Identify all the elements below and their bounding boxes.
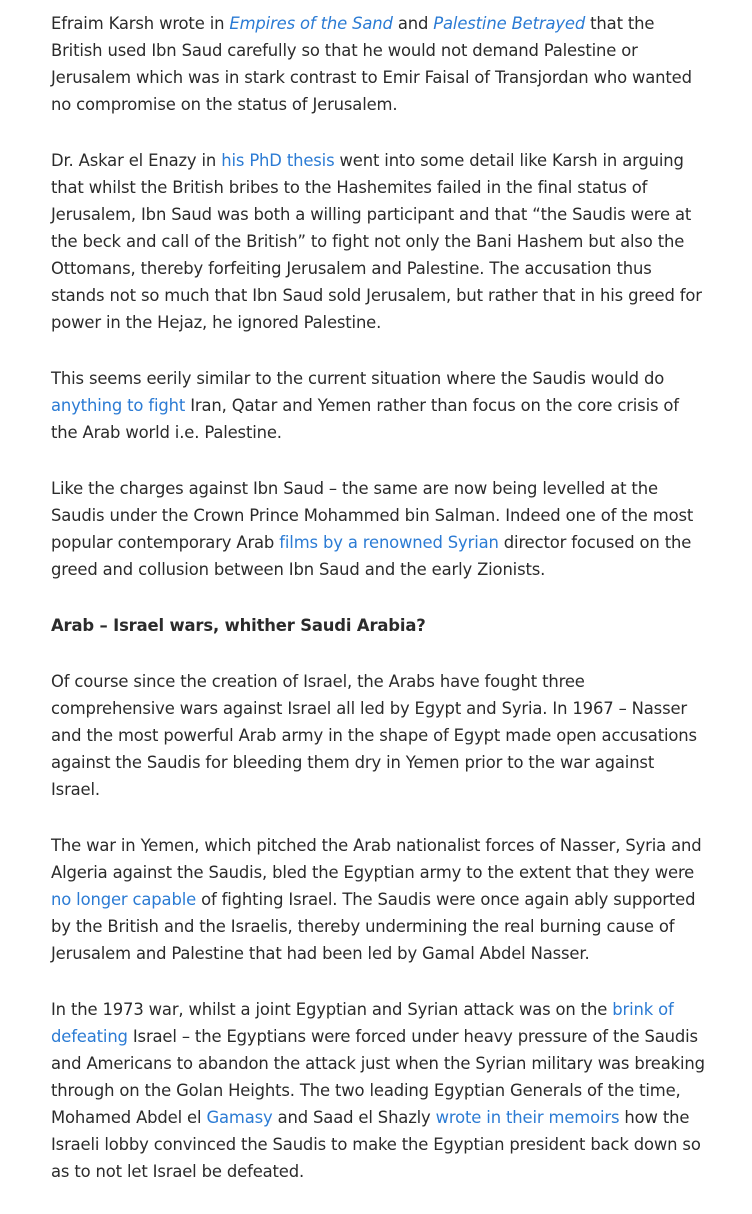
paragraph-text: Efraim Karsh wrote in	[51, 14, 230, 33]
paragraph-text: In the 1973 war, whilst a joint Egyptian and Syrian attack was on the	[51, 1000, 613, 1019]
article-paragraph	[51, 832, 707, 967]
paragraph-text: Like the charges against Ibn Saud – the same are now being levelled at the Saudis under the Crown Prince Mohammed bin Salman. Indeed one of the most popular contemporary Arab	[51, 479, 694, 552]
inline-link[interactable]: wrote in their memoirs	[435, 1108, 620, 1127]
article-paragraph	[51, 475, 707, 583]
inline-link[interactable]: no longer capable	[51, 890, 197, 909]
inline-link[interactable]: Gamasy	[206, 1108, 273, 1127]
paragraph-text: went into some detail like Karsh in arguing that whilst the British bribes to the Hashemites failed in the final status of Jerusalem, Ibn Saud was both a willing participant and that “the Saudis were at the beck and call of the British” to fight not only the Bani Hashem but also the Ottomans, thereby forfeiting Jerusalem and Palestine. The accusation thus stands not so much that Ibn Saud sold Jerusalem, but rather that in his greed for power in the Hejaz, he ignored Palestine.	[51, 151, 702, 332]
inline-link[interactable]: brink of defeating	[51, 1000, 674, 1046]
paragraph-text: Dr. Askar el Enazy in	[51, 151, 222, 170]
paragraph-text: and Saad el Shazly	[272, 1108, 436, 1127]
inline-link[interactable]: films by a renowned Syrian	[279, 533, 499, 552]
inline-link[interactable]: his PhD thesis	[221, 151, 335, 170]
paragraph-text: and	[392, 14, 434, 33]
article-body	[51, 10, 707, 1214]
section-heading	[51, 612, 707, 639]
paragraph-text: of fighting Israel. The Saudis were once again ably supported by the British and the Israelis, thereby undermining the real burning cause of Jerusalem and Palestine that had been led by Gamal Abdel Nasser.	[51, 890, 696, 963]
inline-link[interactable]: anything to fight	[51, 396, 186, 415]
paragraph-text: The war in Yemen, which pitched the Arab nationalist forces of Nasser, Syria and Algeria against the Saudis, bled the Egyptian army to the extent that they were	[51, 836, 702, 882]
paragraph-text: director focused on the greed and collusion between Ibn Saud and the early Zionists.	[51, 533, 692, 579]
paragraph-text: Arab – Israel wars, whither Saudi Arabia?	[51, 616, 426, 635]
paragraph-text: how the Israeli lobby convinced the Saudis to make the Egyptian president back down so as to not let Israel be defeated.	[51, 1108, 701, 1181]
article-paragraph	[51, 147, 707, 336]
paragraph-text: that the British used Ibn Saud carefully so that he would not demand Palestine or Jerusalem which was in stark contrast to Emir Faisal of Transjordan who wanted no compromise on the status of Jerusalem.	[51, 14, 692, 114]
article-paragraph	[51, 10, 707, 118]
paragraph-text: Israel – the Egyptians were forced under heavy pressure of the Saudis and Americans to abandon the attack just when the Syrian military was breaking through on the Golan Heights. The two leading Egyptian Generals of the time, Mohamed Abdel el	[51, 1027, 705, 1127]
inline-link[interactable]: Empires of the Sand	[229, 14, 393, 33]
paragraph-text: Iran, Qatar and Yemen rather than focus on the core crisis of the Arab world i.e. Palestine.	[51, 396, 679, 442]
inline-link[interactable]: Palestine Betrayed	[433, 14, 586, 33]
article-paragraph	[51, 668, 707, 803]
article-paragraph	[51, 365, 707, 446]
article-paragraph	[51, 996, 707, 1185]
paragraph-text: Of course since the creation of Israel, the Arabs have fought three comprehensive wars against Israel all led by Egypt and Syria. In 1967 – Nasser and the most powerful Arab army in the shape of Egypt made open accusations against the Saudis for bleeding them dry in Yemen prior to the war against Israel.	[51, 672, 697, 799]
paragraph-text: This seems eerily similar to the current situation where the Saudis would do	[51, 369, 665, 388]
